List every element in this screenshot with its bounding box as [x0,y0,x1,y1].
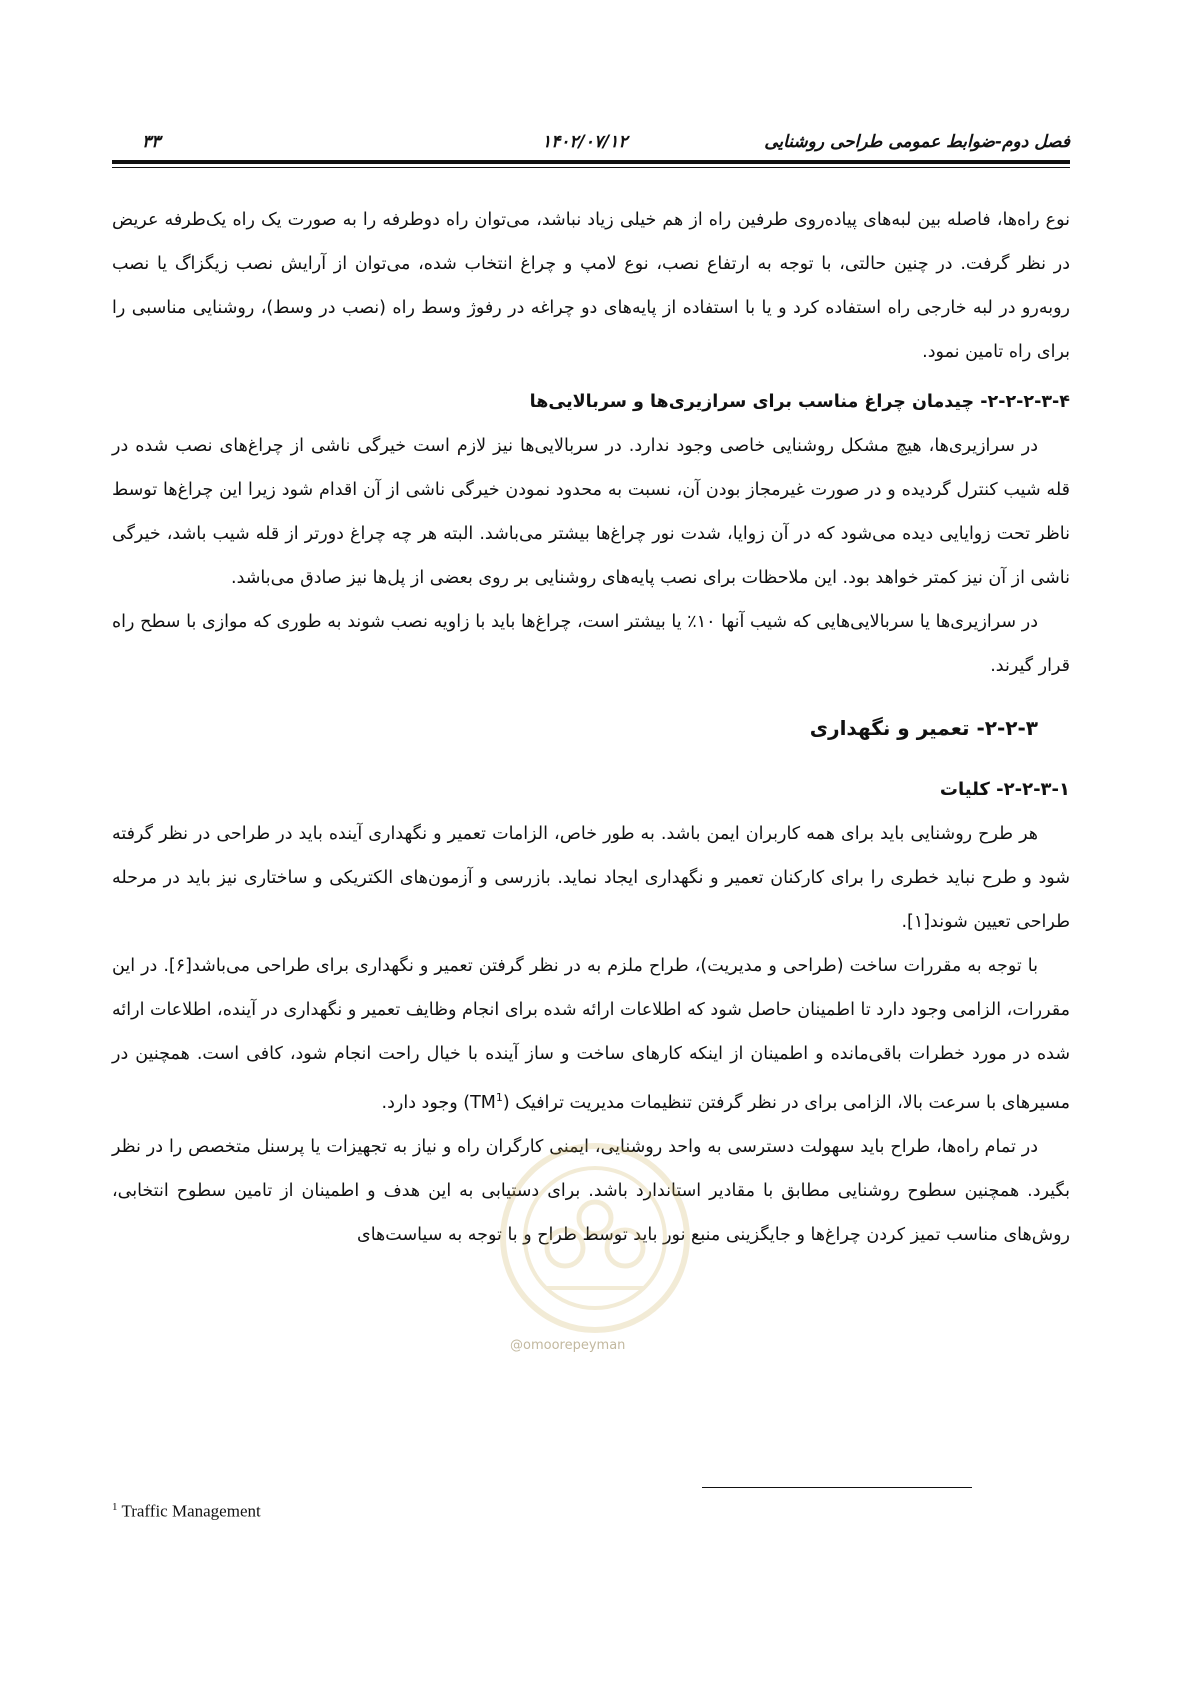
paragraph-slopes-2: در سرازیری‌ها یا سربالایی‌هایی که شیب آنها ۱۰٪ یا بیشتر است، چراغ‌ها باید با زاویه نصب شوند به طوری که موازی با سطح راه قرار گیرند. [112,612,1070,676]
footnote-text: Traffic Management [117,1501,261,1521]
paragraph-general-2-end: ) وجود دارد. [381,1092,471,1113]
header-rule-thick [112,160,1070,164]
header-date: ۱۴۰۲/۰۷/۱۲ [542,132,628,152]
footnote-marker: 1 [112,1501,118,1513]
page-header [112,128,1070,158]
document-body [112,198,1070,1257]
heading-slopes: ۲-۲-۲-۳-۴- چیدمان چراغ مناسب برای سرازیری‌ها و سربالایی‌ها [529,392,1070,412]
footnote [112,1501,1070,1522]
paragraph-general-1: هر طرح روشنایی باید برای همه کاربران ایمن باشد. به طور خاص، الزامات تعمیر و نگهداری آینده باید در طراحی در نظر گرفته شود و طرح نباید خطری را برای کارکنان تعمیر و نگهداری ایجاد نماید. بازرسی و آزمون‌های الکتریکی و ساختاری نیز باید در مرحله طراحی تعیین شوند[۱]. [112,824,1070,932]
paragraph-slopes-1: در سرازیری‌ها، هیچ مشکل روشنایی خاصی وجود ندارد. در سربالایی‌ها نیز لازم است خیرگی ناشی از چراغ‌های نصب شده در قله شیب کنترل گردیده و در صورت غیرمجاز بودن آن، نسبت به محدود نمودن خیرگی ناشی از آن اقدام شود زیرا این چراغ‌ها توسط ناظر تحت زوایایی دیده می‌شود که در آن زوایا، شدت نور چراغ‌ها بیشتر می‌باشد. البته هر چه چراغ دورتر از قله شیب باشد، خیرگی ناشی از آن نیز کمتر خواهد بود. این ملاحظات برای نصب پایه‌های روشنایی بر روی بعضی از پل‌ها نیز صادق می‌باشد. [112,436,1070,588]
page-number: ۳۳ [142,132,161,152]
watermark-text: @omoorepeyman [510,1338,626,1353]
heading-general: ۲-۲-۳-۱- کلیات [939,779,1070,800]
paragraph-general-2 [112,944,1070,1125]
chapter-title: فصل دوم-ضوابط عمومی طراحی روشنایی [764,132,1070,152]
paragraph-general-3: در تمام راه‌ها، طراح باید سهولت دسترسی به واحد روشنایی، ایمنی کارگران راه و نیاز به تجهیزات یا پرسنل متخصص را در نظر بگیرد. همچنین سطوح روشنایی مطابق با مقادیر استاندارد باشد. برای دستیابی به این هدف و اطمینان از تامین سطوح انتخابی، روش‌های مناسب تمیز کردن چراغ‌ها و جایگزینی منبع نور باید توسط طراح و با توجه به سیاست‌های [112,1136,1070,1245]
paragraph-general-2-text: با توجه به مقررات ساخت (طراحی و مدیریت)، طراح ملزم به در نظر گرفتن تعمیر و نگهداری برای طراحی می‌باشد[۶]. در این مقررات، الزامی وجود دارد تا اطمینان حاصل شود که اطلاعات ارائه شده برای انجام وظایف تعمیر و نگهداری در آینده، اطلاعات ارائه شده در مورد خطرات باقی‌مانده و اطمینان از اینکه کارهای ساخت و ساز آینده با خیال راحت انجام شود، کافی است. همچنین در مسیرهای با سرعت بالا، الزامی برای در نظر گرفتن تنظیمات مدیریت ترافیک (TM [112,956,1070,1113]
footnote-rule [702,1487,972,1488]
header-rule-thin [112,167,1070,168]
heading-maintenance: ۲-۲-۳- تعمیر و نگهداری [809,716,1038,740]
footnote-ref[interactable]: 1 [495,1091,503,1104]
paragraph-intro: نوع راه‌ها، فاصله بین لبه‌های پیاده‌روی طرفین راه از هم خیلی زیاد نباشد، می‌توان راه دوطرفه را به صورت یک راه یک‌طرفه عریض در نظر گرفت. در چنین حالتی، با توجه به ارتفاع نصب، نوع لامپ و چراغ انتخاب شده، می‌توان از آرایش نصب زیگزاگ یا نصب روبه‌رو در لبه خارجی راه استفاده کرد و یا با استفاده از پایه‌های دو چراغه در رفوژ وسط راه (نصب در وسط)، روشنایی مناسبی را برای راه تامین نمود. [112,210,1070,362]
